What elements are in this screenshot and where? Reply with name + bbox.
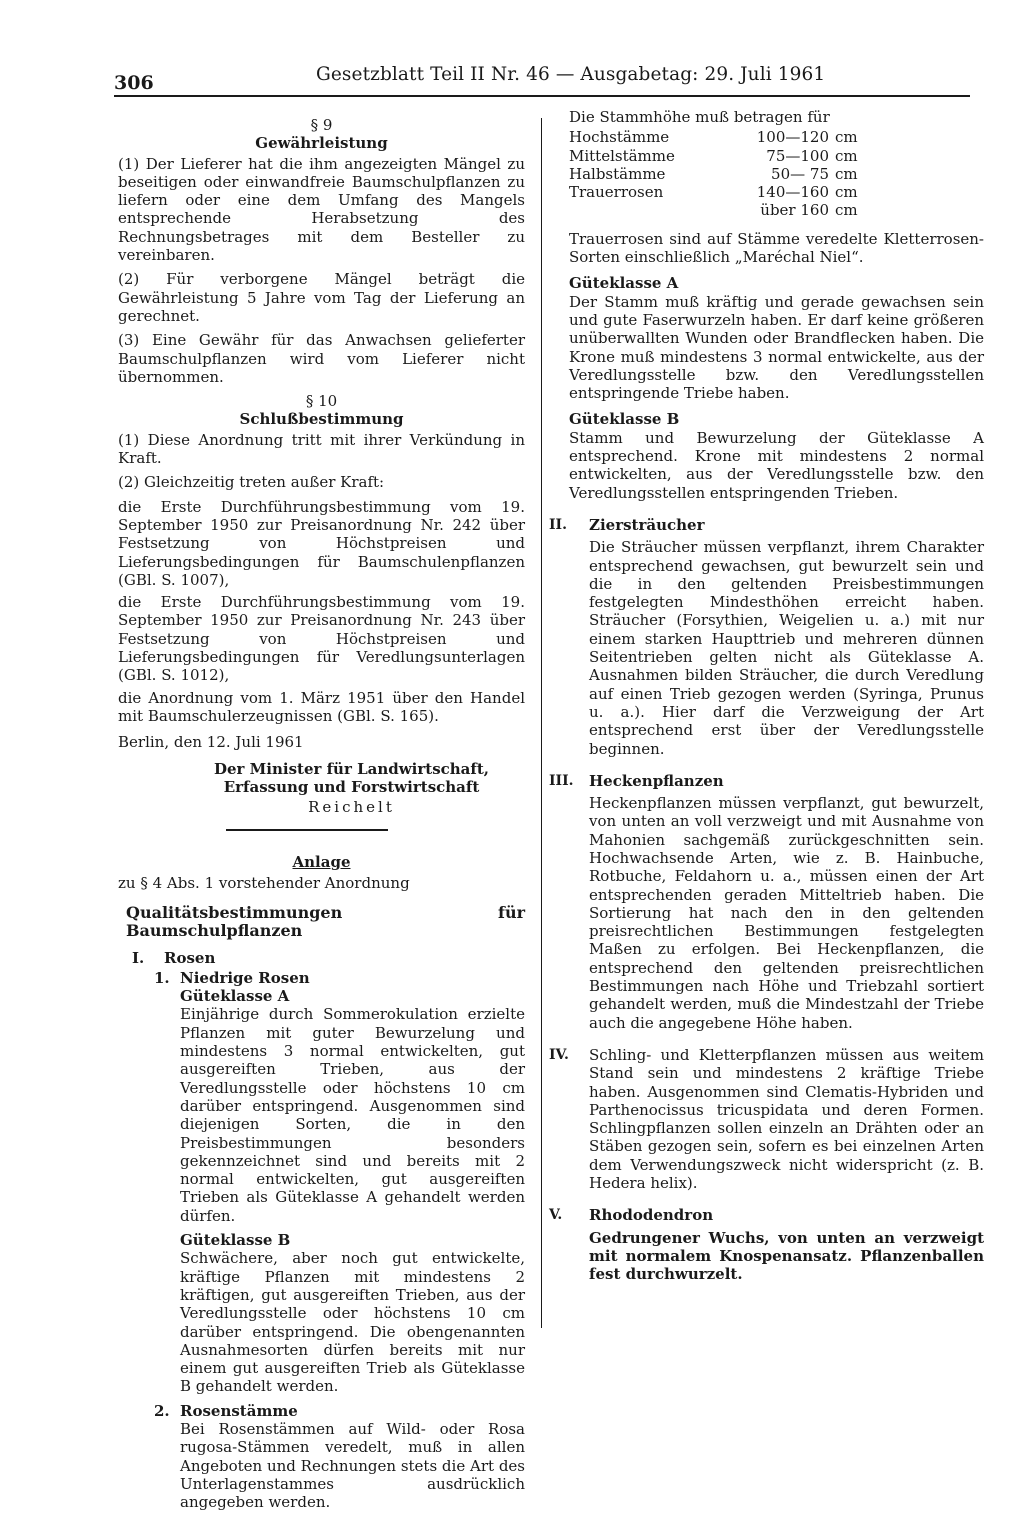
section-2-title: Ziersträucher xyxy=(589,515,705,534)
table-row xyxy=(569,128,875,146)
row-unit: cm xyxy=(835,183,858,202)
item-2-body xyxy=(180,1402,525,1517)
section-2-heading xyxy=(549,516,984,534)
item-1-grade-a-text: Einjährige durch Sommerokulation erzielte Pflanzen mit guter Bewurzelung und mindestens 3 normal entwickelten, gut ausgereiften Trieben, aus der Veredlungsstelle oder höchstens 10 cm darüber entspringend. Ausgenommen sind diejenigen Sorten, die in den Preisbestimmungen besonders gekennzeichnet sind und bereits mit 2 normal entwickelten, gut ausgereiften Trieben als Güteklasse A gehandelt werden dürfen. xyxy=(180,1005,525,1225)
section-3-heading xyxy=(549,772,984,790)
section-5-number: V. xyxy=(549,1207,563,1224)
item-2-title: Rosenstämme xyxy=(180,1401,298,1420)
table-row xyxy=(569,147,875,165)
section-5-heading xyxy=(549,1206,984,1224)
item-1-body xyxy=(180,969,525,1402)
item-1-grade-b-text: Schwächere, aber noch gut entwickelte, kräftige Pflanzen mit mindestens 2 kräftigen, gut ausgereiften Trieben, aus der Veredlungsstelle oder höchstens 10 cm darüber entspringend. Die obengenannten Ausnahmesorten dürfen bereits mit nur einem gut ausgereiften Trieb als Güteklasse B gehandelt werden. xyxy=(180,1249,525,1396)
stem-height-table xyxy=(569,128,875,219)
repealed-item: die Erste Durchführungsbestimmung vom 19. September 1950 zur Preisanordnung Nr. 242 über Festsetzung von Höchstpreisen und Lieferungsbedingungen für Baumschulenpflanzen (GBl. S. 1007), xyxy=(118,497,525,589)
row-label: Halbstämme xyxy=(569,164,666,183)
section-9-para-1: (1) Der Lieferer hat die ihm angezeigten Mängel zu beseitigen oder einwandfreie Baumschulpflanzen zu liefern oder eine dem Umfang des Mangels entsprechende Herabsetzung des Rechnungsbetrages mit dem Besteller zu vereinbaren. xyxy=(118,154,525,265)
item-2-number: 2. xyxy=(154,1401,170,1420)
separator-rule xyxy=(226,829,388,831)
section-10-para-2: (2) Gleichzeitig treten außer Kraft: xyxy=(118,473,385,492)
item-1-grade-b-label: Güteklasse B xyxy=(180,1231,291,1250)
row-value: über 160 xyxy=(760,201,829,220)
section-10-number: § 10 xyxy=(305,392,338,411)
section-9-para-2: (2) Für verborgene Mängel beträgt die Gewährleistung 5 Jahre vom Tag der Lieferung an gerechnet. xyxy=(118,270,525,325)
section-3-title: Heckenpflanzen xyxy=(589,771,724,790)
table-row xyxy=(569,165,875,183)
section-10-title: Schlußbestimmung xyxy=(239,410,404,429)
section-roses xyxy=(132,949,525,1517)
item-1-grade-a-label: Güteklasse A xyxy=(180,987,290,1006)
page-header xyxy=(0,0,1024,100)
section-4-text: Schling- und Kletterpflanzen müssen aus weitem Stand sein und mindestens 2 kräftige Triebe haben. Ausgenommen sind Clematis-Hybriden und Parthenocissus tricuspidata und deren Formen. Schlingpflanzen sollen einzeln an Drähten oder an Stäben gezogen sein, sofern es bei einzelnen Arten dem Verwendungszweck nicht widerspricht (z. B. Hedera helix). xyxy=(589,1045,984,1193)
row-unit: cm xyxy=(835,201,858,220)
running-title: Gesetzblatt Teil II Nr. 46 — Ausgabetag: 29. Juli 1961 xyxy=(316,64,826,85)
standards-grade-a-label: Güteklasse A xyxy=(569,274,679,293)
section-9-number: § 9 xyxy=(310,116,333,134)
row-value: 50— 75 xyxy=(771,164,829,183)
signer-line-2: Erfassung und Forstwirtschaft xyxy=(223,777,480,796)
repealed-item: die Erste Durchführungsbestimmung vom 19. September 1950 zur Preisanordnung Nr. 243 über Festsetzung von Höchstpreisen und Lieferungsbedingungen für Veredlungsunterlagen (GBl. S. 1012), xyxy=(118,593,525,685)
section-5-title: Rhododendron xyxy=(589,1206,714,1225)
row-label: Hochstämme xyxy=(569,128,670,147)
section-3-text: Heckenpflanzen müssen verpflanzt, gut bewurzelt, von unten an voll verzweigt und mit Ausnahme von Mahonien sachgemäß zurückgeschnitten sein. Hochwachsende Arten, wie z. B. Hainbuche, Rotbuche, Feldahorn u. a., müssen einen der Art entsprechenden geraden Mitteltrieb haben. Die Sortierung hat nach den in den geltenden preisrechtlichen Bestimmungen festgelegten Maßen zu erfolgen. Bei Heckenpflanzen, die entsprechend den geltenden preisrechtlichen Bestimmungen nach Höhe und Triebzahl sortiert gehandelt werden, muß die Mindestzahl der Triebe auch die angegebene Höhe haben. xyxy=(589,794,984,1032)
section-1-title: Rosen xyxy=(164,948,216,967)
section-4-number: IV. xyxy=(549,1046,569,1063)
section-10-para-1: (1) Diese Anordnung tritt mit ihrer Verkündung in Kraft. xyxy=(118,430,525,468)
item-low-roses xyxy=(154,969,525,1402)
item-1-title: Niedrige Rosen xyxy=(180,968,310,987)
anlage-heading: Anlage xyxy=(292,853,351,872)
row-unit: cm xyxy=(835,128,858,147)
signer-line-1: Der Minister für Landwirtschaft, xyxy=(213,759,490,778)
repealed-item: die Anordnung vom 1. März 1951 über den Handel mit Baumschulerzeugnissen (GBl. S. 165). xyxy=(118,688,525,725)
place-date: Berlin, den 12. Juli 1961 xyxy=(118,733,304,752)
anlage-reference: zu § 4 Abs. 1 vorstehender Anordnung xyxy=(118,873,410,892)
row-unit: cm xyxy=(835,146,858,165)
row-value: 100—120 xyxy=(756,128,829,147)
row-value: 140—160 xyxy=(756,183,829,202)
row-unit: cm xyxy=(835,164,858,183)
table-row xyxy=(569,201,875,219)
section-4 xyxy=(549,1046,984,1192)
header-rule xyxy=(114,95,970,97)
row-label xyxy=(569,201,739,219)
section-1-heading xyxy=(132,949,525,967)
section-2-text: Die Sträucher müssen verpflanzt, ihrem Charakter entsprechend gewachsen, gut bewurzelt sein und die in den geltenden Preisbestimmungen festgelegten Mindesthöhen erreicht haben. Sträucher (Forsythien, Weigelien u. a.) mit nur einem starken Haupttrieb und mehreren dünnen Seitentrieben gelten nicht als Güteklasse A. Ausnahmen bilden Sträucher, die durch Veredlung auf einen Trieb gezogen werden (Syringa, Prunus u. a.). Hier darf die Verzweigung der Art entsprechend erst über der Veredlungsstelle beginnen. xyxy=(589,538,984,758)
right-column xyxy=(549,108,984,1284)
quality-title: Qualitätsbestimmungen für Baumschulpflanzen xyxy=(126,902,525,941)
section-3-number: III. xyxy=(549,772,574,789)
section-5-text: Gedrungener Wuchs, von unten an verzweigt mit normalem Knospenansatz. Pflanzenballen fest durchwurzelt. xyxy=(589,1228,984,1284)
table-row xyxy=(569,183,875,201)
weeping-roses-note: Trauerrosen sind auf Stämme veredelte Kletterrosen-Sorten einschließlich „Maréchal Niel“. xyxy=(569,229,984,267)
signer-name: Reichelt xyxy=(308,798,395,817)
repealed-list xyxy=(118,498,525,726)
left-column xyxy=(118,116,525,1517)
item-rose-standards xyxy=(154,1402,525,1517)
section-2-number: II. xyxy=(549,516,567,533)
standards-grade-b-text: Stamm und Bewurzelung der Güteklasse A entsprechend. Krone mit mindestens 2 normal entwickelten, aus der Veredlungsstelle bzw. den Veredlungsstellen entspringenden Trieben. xyxy=(569,428,984,502)
stem-height-intro: Die Stammhöhe muß betragen für xyxy=(569,108,830,126)
row-label: Trauerrosen xyxy=(569,183,664,202)
section-9-para-3: (3) Eine Gewähr für das Anwachsen gelieferter Baumschulpflanzen wird vom Lieferer nicht übernommen. xyxy=(118,331,525,386)
page-number: 306 xyxy=(114,72,154,94)
roses-items xyxy=(154,969,525,1517)
row-label: Mittelstämme xyxy=(569,146,675,165)
section-1-number: I. xyxy=(132,948,145,967)
item-1-number: 1. xyxy=(154,968,170,987)
section-9-title: Gewährleistung xyxy=(255,134,388,153)
standards-grade-b-label: Güteklasse B xyxy=(569,410,680,429)
column-divider xyxy=(541,118,542,1328)
row-value: 75—100 xyxy=(766,146,829,165)
standards-grade-a-text: Der Stamm muß kräftig und gerade gewachsen sein und gute Faserwurzeln haben. Er darf keine größeren unüberwallten Wunden oder Brandflecken haben. Die Krone muß mindestens 3 normal entwickelte, aus der Veredlungsstelle bzw. den Veredlungsstellen entspringende Triebe haben. xyxy=(569,292,984,403)
item-2-text: Bei Rosenstämmen auf Wild- oder Rosa rugosa-Stämmen veredelt, muß in allen Angeboten und Rechnungen stets die Art des Unterlagenstammes ausdrücklich angegeben werden. xyxy=(180,1420,525,1512)
